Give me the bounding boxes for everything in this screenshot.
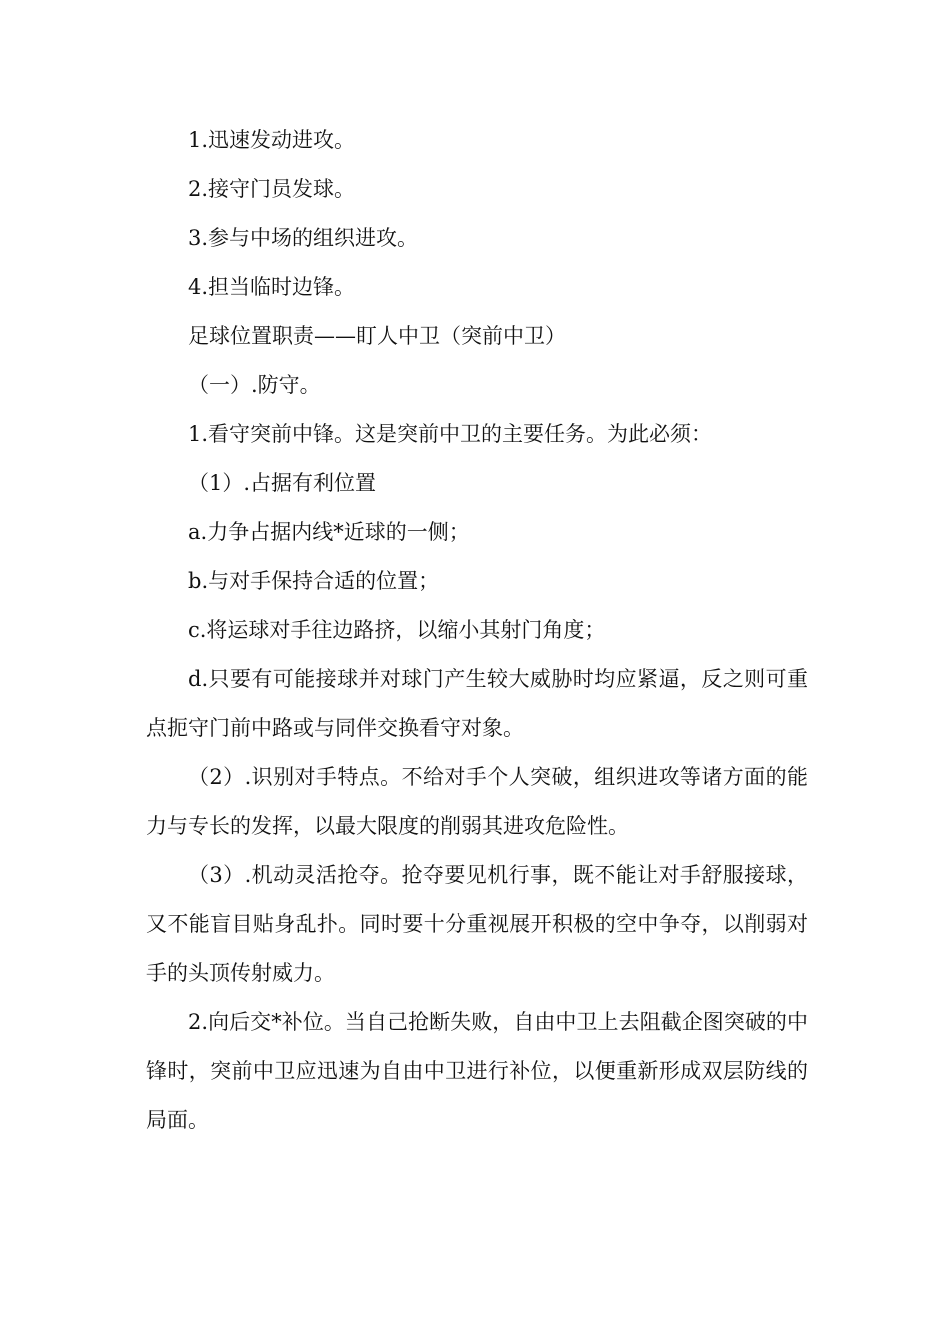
paragraph-point-1: （1）.占据有利位置 <box>188 471 377 495</box>
section-heading: 足球位置职责——盯人中卫（突前中卫） <box>188 324 566 348</box>
paragraph-task-1: 1.看守突前中锋。这是突前中卫的主要任务。为此必须： <box>188 422 713 446</box>
paragraph-item-c: c.将运球对手往边路挤，以缩小其射门角度； <box>188 618 606 642</box>
list-item-1: 1.迅速发动进攻。 <box>188 128 356 152</box>
paragraph-item-b: b.与对手保持合适的位置； <box>188 569 440 593</box>
document-body <box>146 116 808 1145</box>
list-item-2: 2.接守门员发球。 <box>188 177 356 201</box>
subsection-heading: （一）.防守。 <box>188 373 321 397</box>
paragraph-point-3: （3）.机动灵活抢夺。抢夺要见机行事，既不能让对手舒服接球，又不能盲目贴身乱扑。同时要十分重视展开积极的空中争夺，以削弱对手的头顶传射威力。 <box>146 863 808 985</box>
list-item-4: 4.担当临时边锋。 <box>188 275 356 299</box>
paragraph-item-a: a.力争占据内线*近球的一侧； <box>188 520 470 544</box>
paragraph-point-2: （2）.识别对手特点。不给对手个人突破，组织进攻等诸方面的能力与专长的发挥，以最大限度的削弱其进攻危险性。 <box>146 765 808 838</box>
paragraph-task-2: 2.向后交*补位。当自己抢断失败，自由中卫上去阻截企图突破的中锋时，突前中卫应迅速为自由中卫进行补位，以便重新形成双层防线的局面。 <box>146 1010 808 1132</box>
list-item-3: 3.参与中场的组织进攻。 <box>188 226 419 250</box>
paragraph-item-d: d.只要有可能接球并对球门产生较大威胁时均应紧逼，反之则可重点扼守门前中路或与同伴交换看守对象。 <box>146 667 808 740</box>
